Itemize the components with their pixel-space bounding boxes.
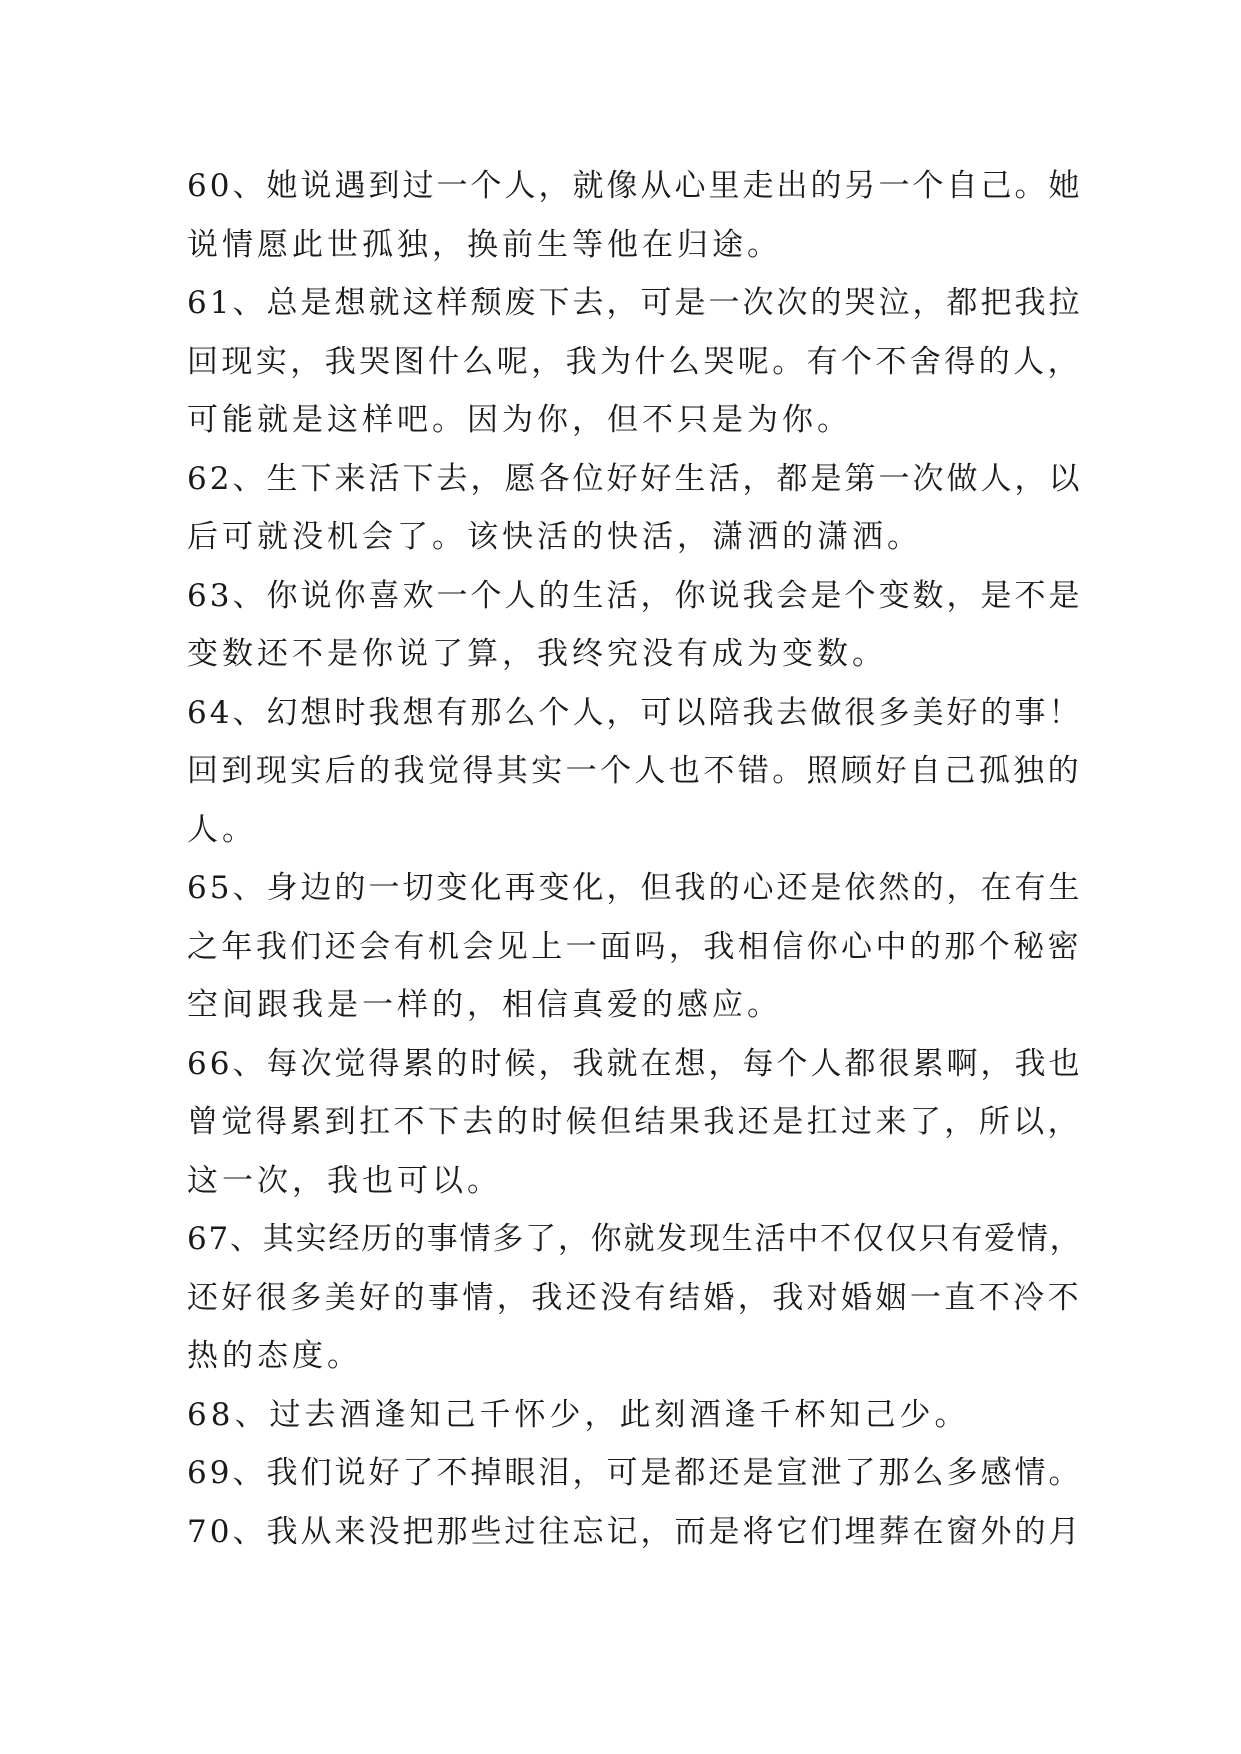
text-line: 60、她说遇到过一个人，就像从心里走出的另一个自己。她: [187, 168, 1083, 204]
text-line: 可能就是这样吧。因为你，但不只是为你。: [187, 402, 852, 438]
text-line: 回到现实后的我觉得其实一个人也不错。照顾好自己孤独的: [187, 753, 1082, 789]
text-line: 66、每次觉得累的时候，我就在想，每个人都很累啊，我也: [187, 1045, 1083, 1082]
text-line: 65、身边的一切变化再变化，但我的心还是依然的，在有生: [187, 870, 1083, 906]
text-line: 曾觉得累到扛不下去的时候但结果我还是扛过来了，所以，: [187, 1104, 1082, 1140]
text-line: 人。: [187, 811, 257, 848]
text-line: 之年我们还会有机会见上一面吗，我相信你心中的那个秘密: [187, 928, 1082, 965]
text-line: 64、幻想时我想有那么个人，可以陪我去做很多美好的事！: [187, 694, 1083, 731]
text-line: 68、过去酒逢知己千怀少，此刻酒逢千杯知己少。: [187, 1396, 970, 1433]
text-line: 说情愿此世孤独，换前生等他在归途。: [187, 226, 782, 263]
text-line: 还好很多美好的事情，我还没有结婚，我对婚姻一直不冷不: [187, 1279, 1082, 1316]
text-line: 69、我们说好了不掉眼泪，可是都还是宣泄了那么多感情。: [187, 1455, 1083, 1491]
text-line: 这一次，我也可以。: [187, 1162, 502, 1199]
text-line: 热的态度。: [187, 1338, 362, 1374]
text-line: 变数还不是你说了算，我终究没有成为变数。: [187, 636, 887, 672]
text-line: 62、生下来活下去，愿各位好好生活，都是第一次做人，以: [187, 460, 1083, 497]
text-line: 70、我从来没把那些过往忘记，而是将它们埋葬在窗外的月: [187, 1513, 1083, 1550]
document-body: [187, 157, 1082, 1561]
text-line: 空间跟我是一样的，相信真爱的感应。: [187, 987, 782, 1023]
text-line: 67、其实经历的事情多了，你就发现生活中不仅仅只有爱情，: [187, 1221, 1083, 1257]
text-line: 61、总是想就这样颓废下去，可是一次次的哭泣，都把我拉: [187, 285, 1083, 321]
text-line: 后可就没机会了。该快活的快活，潇洒的潇洒。: [187, 519, 922, 555]
text-line: 63、你说你喜欢一个人的生活，你说我会是个变数，是不是: [187, 577, 1083, 614]
text-line: 回现实，我哭图什么呢，我为什么哭呢。有个不舍得的人，: [187, 343, 1082, 380]
